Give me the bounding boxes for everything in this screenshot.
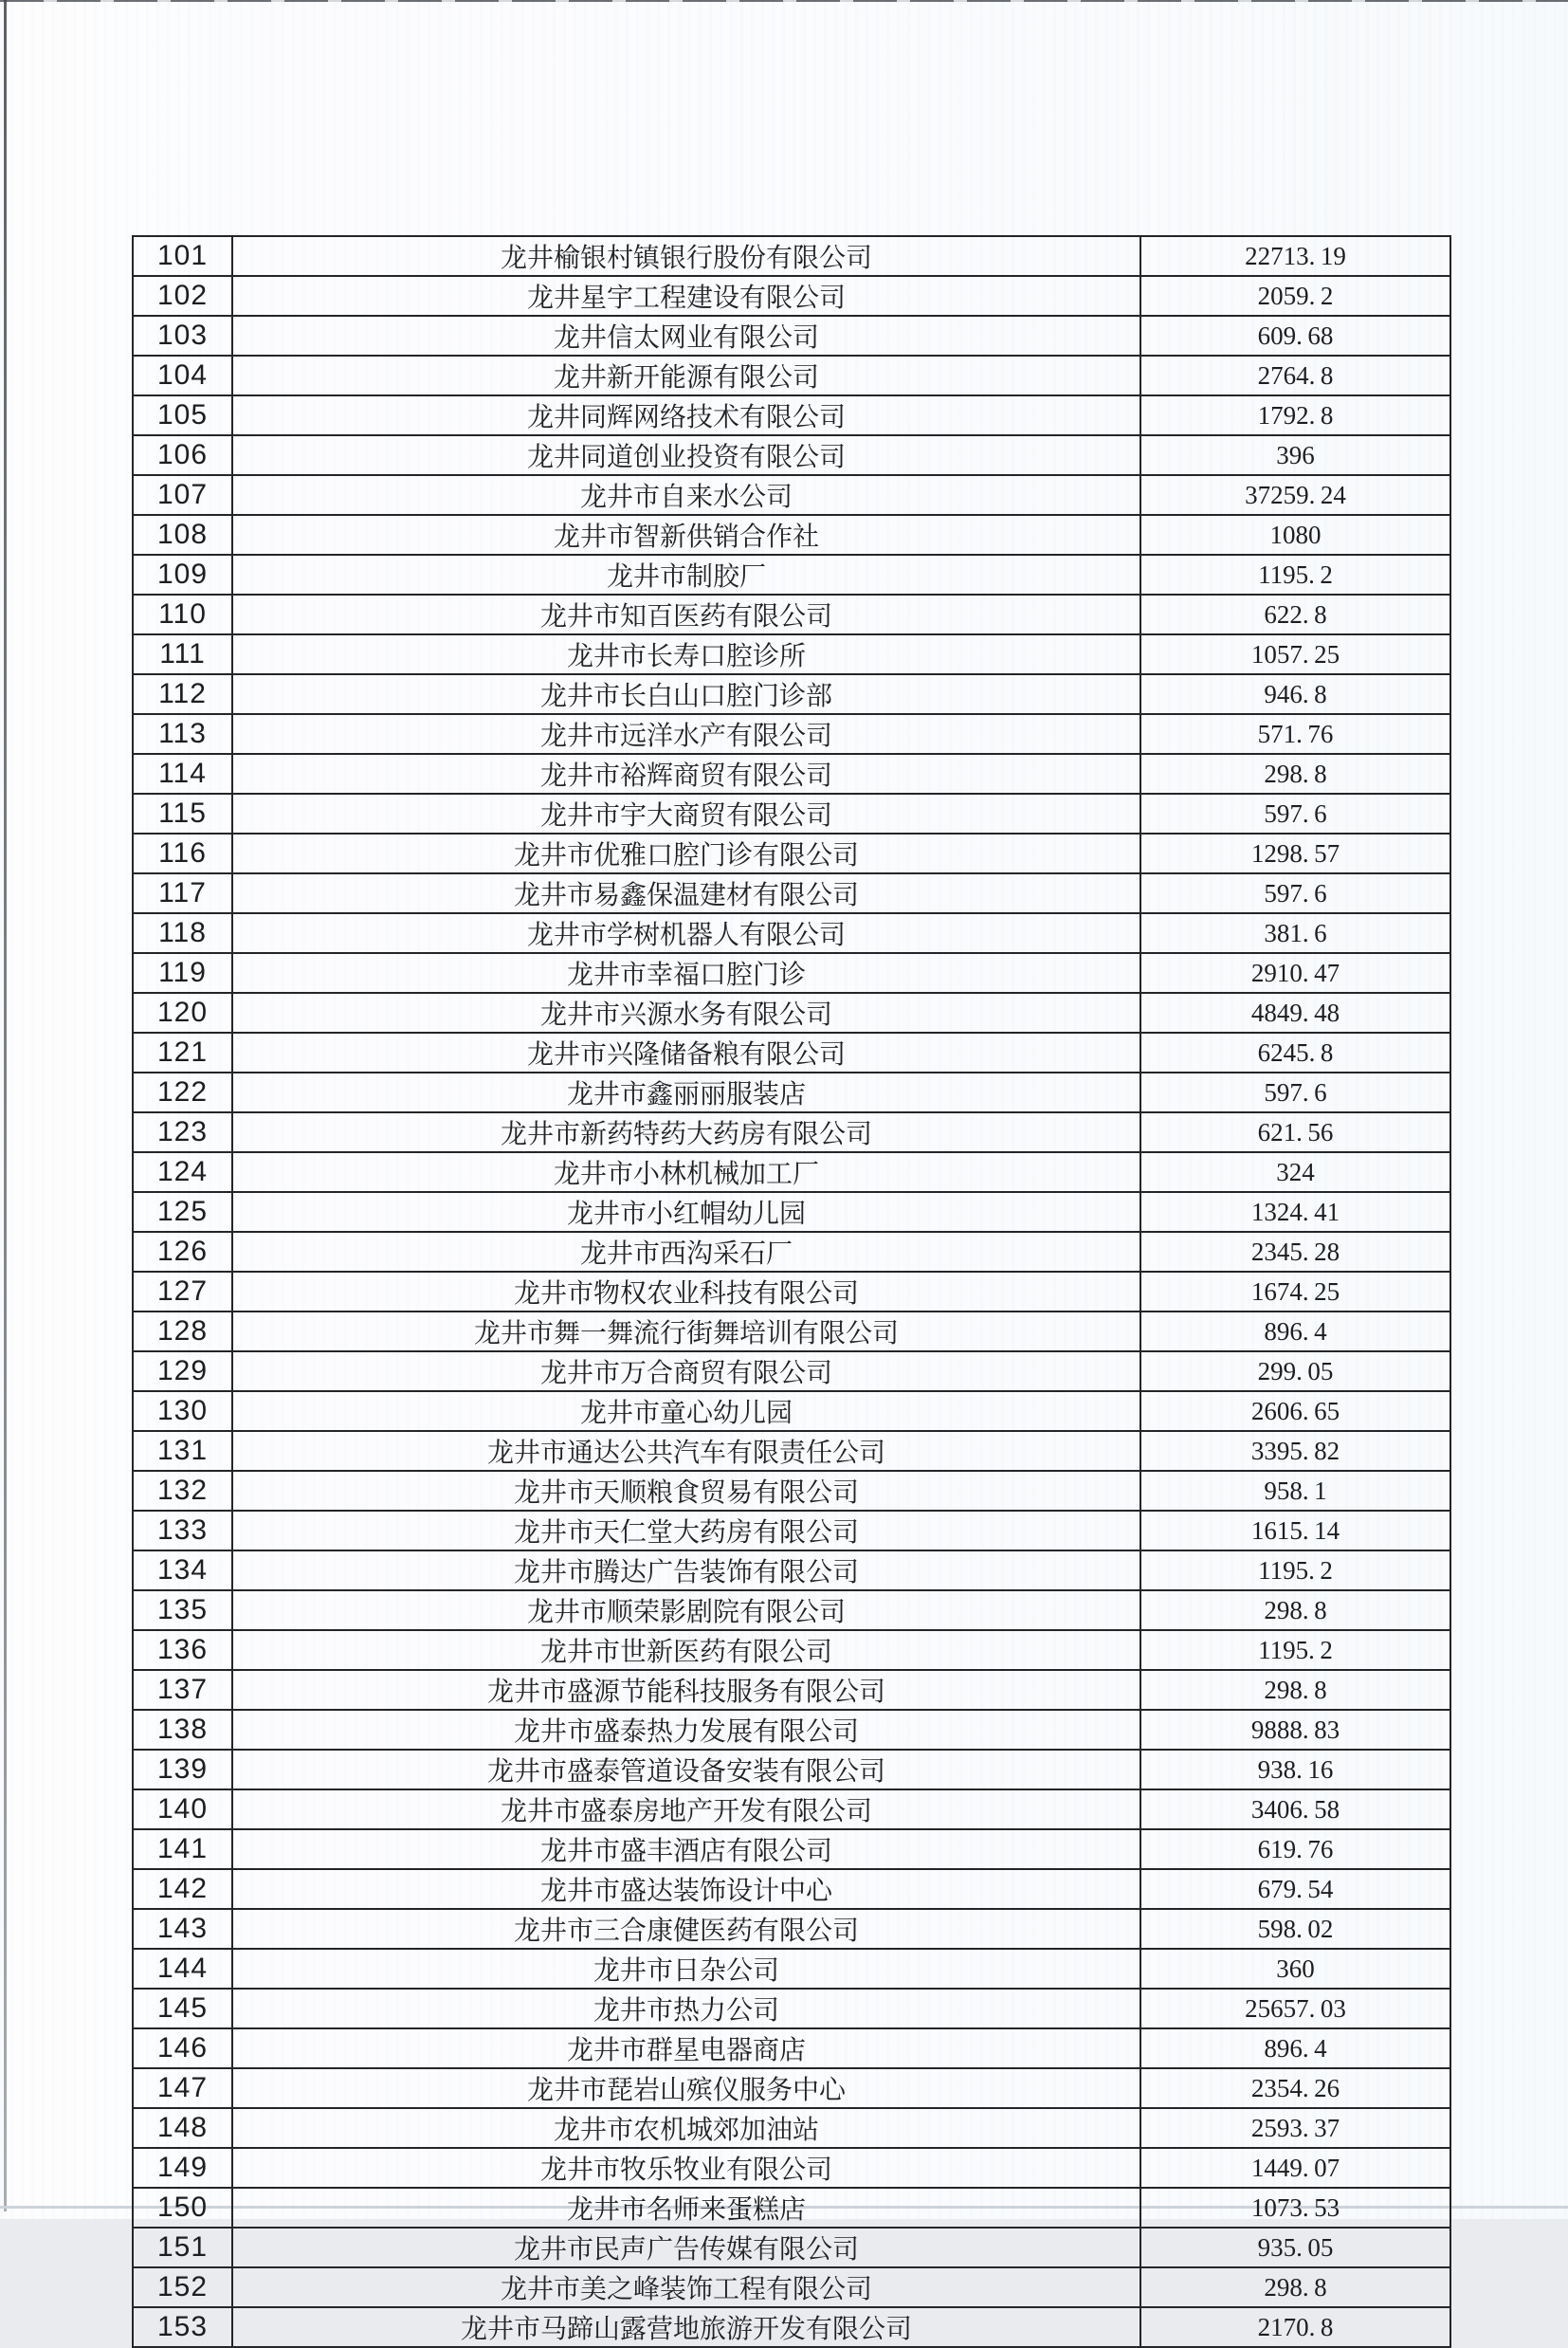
- amount-cell: 4849. 48: [1140, 993, 1450, 1033]
- row-number-cell: 143: [133, 1909, 232, 1949]
- amount-cell: 1792. 8: [1140, 395, 1450, 435]
- company-name-cell: 龙井市长白山口腔门诊部: [232, 674, 1140, 714]
- row-number-cell: 115: [133, 794, 232, 834]
- table-row: [133, 236, 1450, 276]
- table-row: [133, 2108, 1450, 2148]
- row-number-cell: 116: [133, 834, 232, 873]
- company-name-cell: 龙井市优雅口腔门诊有限公司: [232, 834, 1140, 873]
- table-row: [133, 1869, 1450, 1909]
- row-number-cell: 105: [133, 395, 232, 435]
- table-row: [133, 1630, 1450, 1670]
- table-row: [133, 1989, 1450, 2028]
- table-row: [133, 754, 1450, 794]
- company-name-cell: 龙井市长寿口腔诊所: [232, 634, 1140, 674]
- company-name-cell: 龙井市腾达广告装饰有限公司: [232, 1550, 1140, 1590]
- scan-edge-top: [0, 0, 1568, 2]
- amount-cell: 1615. 14: [1140, 1511, 1450, 1550]
- table-row: [133, 2228, 1450, 2267]
- table-row: [133, 834, 1450, 873]
- table-row: [133, 595, 1450, 634]
- amount-cell: 1298. 57: [1140, 834, 1450, 873]
- amount-cell: 298. 8: [1140, 1670, 1450, 1710]
- company-amount-table: [132, 235, 1451, 2348]
- table-row: [133, 2028, 1450, 2068]
- company-name-cell: 龙井市热力公司: [232, 1989, 1140, 2028]
- company-name-cell: 龙井市盛泰热力发展有限公司: [232, 1710, 1140, 1750]
- row-number-cell: 132: [133, 1471, 232, 1511]
- table-row: [133, 475, 1450, 515]
- table-row: [133, 1829, 1450, 1869]
- table-row: [133, 2188, 1450, 2228]
- table-row: [133, 2148, 1450, 2188]
- row-number-cell: 151: [133, 2228, 232, 2267]
- table-row: [133, 1152, 1450, 1192]
- company-name-cell: 龙井市宇大商贸有限公司: [232, 794, 1140, 834]
- row-number-cell: 141: [133, 1829, 232, 1869]
- amount-cell: 2910. 47: [1140, 953, 1450, 993]
- table-row: [133, 1710, 1450, 1750]
- amount-cell: 1674. 25: [1140, 1272, 1450, 1312]
- company-name-cell: 龙井市牧乐牧业有限公司: [232, 2148, 1140, 2188]
- table-row: [133, 356, 1450, 395]
- table-row: [133, 873, 1450, 913]
- company-name-cell: 龙井星宇工程建设有限公司: [232, 276, 1140, 316]
- table-row: [133, 1312, 1450, 1351]
- table-row: [133, 1550, 1450, 1590]
- row-number-cell: 136: [133, 1630, 232, 1670]
- amount-cell: 396: [1140, 435, 1450, 475]
- table-row: [133, 1511, 1450, 1550]
- company-name-cell: 龙井市盛丰酒店有限公司: [232, 1829, 1140, 1869]
- row-number-cell: 121: [133, 1033, 232, 1073]
- amount-cell: 2345. 28: [1140, 1232, 1450, 1272]
- company-name-cell: 龙井市裕辉商贸有限公司: [232, 754, 1140, 794]
- table-row: [133, 555, 1450, 595]
- table-row: [133, 1670, 1450, 1710]
- row-number-cell: 130: [133, 1391, 232, 1431]
- amount-cell: 6245. 8: [1140, 1033, 1450, 1073]
- amount-cell: 1449. 07: [1140, 2148, 1450, 2188]
- amount-cell: 2354. 26: [1140, 2068, 1450, 2108]
- row-number-cell: 101: [133, 236, 232, 276]
- table-row: [133, 435, 1450, 475]
- row-number-cell: 128: [133, 1312, 232, 1351]
- row-number-cell: 123: [133, 1112, 232, 1152]
- amount-cell: 1195. 2: [1140, 1550, 1450, 1590]
- amount-cell: 22713. 19: [1140, 236, 1450, 276]
- amount-cell: 25657. 03: [1140, 1989, 1450, 2028]
- amount-cell: 598. 02: [1140, 1909, 1450, 1949]
- row-number-cell: 102: [133, 276, 232, 316]
- company-name-cell: 龙井市盛泰房地产开发有限公司: [232, 1789, 1140, 1829]
- table-row: [133, 953, 1450, 993]
- table-row: [133, 395, 1450, 435]
- company-name-cell: 龙井新开能源有限公司: [232, 356, 1140, 395]
- amount-cell: 324: [1140, 1152, 1450, 1192]
- company-name-cell: 龙井市民声广告传媒有限公司: [232, 2228, 1140, 2267]
- company-name-cell: 龙井市兴源水务有限公司: [232, 993, 1140, 1033]
- table-row: [133, 794, 1450, 834]
- company-name-cell: 龙井市新药特药大药房有限公司: [232, 1112, 1140, 1152]
- row-number-cell: 117: [133, 873, 232, 913]
- company-name-cell: 龙井榆银村镇银行股份有限公司: [232, 236, 1140, 276]
- amount-cell: 1195. 2: [1140, 555, 1450, 595]
- amount-cell: 37259. 24: [1140, 475, 1450, 515]
- amount-cell: 938. 16: [1140, 1750, 1450, 1789]
- amount-cell: 3395. 82: [1140, 1431, 1450, 1471]
- amount-cell: 298. 8: [1140, 2267, 1450, 2307]
- row-number-cell: 144: [133, 1949, 232, 1989]
- row-number-cell: 134: [133, 1550, 232, 1590]
- company-name-cell: 龙井信太网业有限公司: [232, 316, 1140, 356]
- company-name-cell: 龙井市鑫丽丽服装店: [232, 1073, 1140, 1112]
- row-number-cell: 108: [133, 515, 232, 555]
- row-number-cell: 104: [133, 356, 232, 395]
- row-number-cell: 147: [133, 2068, 232, 2108]
- amount-cell: 2606. 65: [1140, 1391, 1450, 1431]
- row-number-cell: 114: [133, 754, 232, 794]
- row-number-cell: 106: [133, 435, 232, 475]
- row-number-cell: 127: [133, 1272, 232, 1312]
- table-row: [133, 2307, 1450, 2347]
- table-row: [133, 1750, 1450, 1789]
- table-row: [133, 2068, 1450, 2108]
- table-row: [133, 993, 1450, 1033]
- table-row: [133, 913, 1450, 953]
- company-name-cell: 龙井市制胶厂: [232, 555, 1140, 595]
- row-number-cell: 135: [133, 1590, 232, 1630]
- row-number-cell: 122: [133, 1073, 232, 1112]
- amount-cell: 2170. 8: [1140, 2307, 1450, 2347]
- amount-cell: 1073. 53: [1140, 2188, 1450, 2228]
- table-row: [133, 2267, 1450, 2307]
- row-number-cell: 110: [133, 595, 232, 634]
- company-name-cell: 龙井市小林机械加工厂: [232, 1152, 1140, 1192]
- amount-cell: 597. 6: [1140, 794, 1450, 834]
- table-row: [133, 714, 1450, 754]
- row-number-cell: 153: [133, 2307, 232, 2347]
- row-number-cell: 131: [133, 1431, 232, 1471]
- amount-cell: 2059. 2: [1140, 276, 1450, 316]
- amount-cell: 3406. 58: [1140, 1789, 1450, 1829]
- row-number-cell: 125: [133, 1192, 232, 1232]
- table-row: [133, 1232, 1450, 1272]
- row-number-cell: 140: [133, 1789, 232, 1829]
- row-number-cell: 113: [133, 714, 232, 754]
- amount-cell: 679. 54: [1140, 1869, 1450, 1909]
- company-name-cell: 龙井市幸福口腔门诊: [232, 953, 1140, 993]
- amount-cell: 298. 8: [1140, 1590, 1450, 1630]
- row-number-cell: 109: [133, 555, 232, 595]
- amount-cell: 571. 76: [1140, 714, 1450, 754]
- amount-cell: 896. 4: [1140, 2028, 1450, 2068]
- company-name-cell: 龙井市自来水公司: [232, 475, 1140, 515]
- amount-cell: 2764. 8: [1140, 356, 1450, 395]
- company-name-cell: 龙井市兴隆储备粮有限公司: [232, 1033, 1140, 1073]
- company-name-cell: 龙井市西沟采石厂: [232, 1232, 1140, 1272]
- row-number-cell: 103: [133, 316, 232, 356]
- amount-cell: 381. 6: [1140, 913, 1450, 953]
- table-row: [133, 1112, 1450, 1152]
- amount-cell: 958. 1: [1140, 1471, 1450, 1511]
- amount-cell: 935. 05: [1140, 2228, 1450, 2267]
- table-row: [133, 1272, 1450, 1312]
- row-number-cell: 107: [133, 475, 232, 515]
- row-number-cell: 111: [133, 634, 232, 674]
- amount-cell: 2593. 37: [1140, 2108, 1450, 2148]
- amount-cell: 360: [1140, 1949, 1450, 1989]
- amount-cell: 1057. 25: [1140, 634, 1450, 674]
- amount-cell: 298. 8: [1140, 754, 1450, 794]
- row-number-cell: 152: [133, 2267, 232, 2307]
- table-row: [133, 1351, 1450, 1391]
- company-name-cell: 龙井市小红帽幼儿园: [232, 1192, 1140, 1232]
- company-name-cell: 龙井市舞一舞流行街舞培训有限公司: [232, 1312, 1140, 1351]
- amount-cell: 896. 4: [1140, 1312, 1450, 1351]
- table-row: [133, 1391, 1450, 1431]
- company-name-cell: 龙井市农机城郊加油站: [232, 2108, 1140, 2148]
- row-number-cell: 142: [133, 1869, 232, 1909]
- row-number-cell: 119: [133, 953, 232, 993]
- row-number-cell: 145: [133, 1989, 232, 2028]
- table-row: [133, 316, 1450, 356]
- table-row: [133, 1949, 1450, 1989]
- company-name-cell: 龙井市通达公共汽车有限责任公司: [232, 1431, 1140, 1471]
- company-name-cell: 龙井市盛源节能科技服务有限公司: [232, 1670, 1140, 1710]
- table-row: [133, 1431, 1450, 1471]
- company-name-cell: 龙井市马蹄山露营地旅游开发有限公司: [232, 2307, 1140, 2347]
- row-number-cell: 138: [133, 1710, 232, 1750]
- company-name-cell: 龙井市学树机器人有限公司: [232, 913, 1140, 953]
- amount-cell: 622. 8: [1140, 595, 1450, 634]
- amount-cell: 1080: [1140, 515, 1450, 555]
- row-number-cell: 139: [133, 1750, 232, 1789]
- scan-edge-left: [4, 0, 7, 2211]
- company-name-cell: 龙井市日杂公司: [232, 1949, 1140, 1989]
- table-row: [133, 1789, 1450, 1829]
- row-number-cell: 137: [133, 1670, 232, 1710]
- company-name-cell: 龙井市知百医药有限公司: [232, 595, 1140, 634]
- company-name-cell: 龙井市智新供销合作社: [232, 515, 1140, 555]
- amount-cell: 1195. 2: [1140, 1630, 1450, 1670]
- company-name-cell: 龙井市远洋水产有限公司: [232, 714, 1140, 754]
- company-name-cell: 龙井市琵岩山殡仪服务中心: [232, 2068, 1140, 2108]
- table-row: [133, 1192, 1450, 1232]
- table-body: [133, 236, 1450, 2347]
- company-name-cell: 龙井市美之峰装饰工程有限公司: [232, 2267, 1140, 2307]
- amount-cell: 946. 8: [1140, 674, 1450, 714]
- row-number-cell: 150: [133, 2188, 232, 2228]
- amount-cell: 597. 6: [1140, 1073, 1450, 1112]
- row-number-cell: 120: [133, 993, 232, 1033]
- table-row: [133, 276, 1450, 316]
- company-name-cell: 龙井市物权农业科技有限公司: [232, 1272, 1140, 1312]
- table-row: [133, 1073, 1450, 1112]
- company-name-cell: 龙井市三合康健医药有限公司: [232, 1909, 1140, 1949]
- row-number-cell: 129: [133, 1351, 232, 1391]
- amount-cell: 621. 56: [1140, 1112, 1450, 1152]
- table-row: [133, 674, 1450, 714]
- company-name-cell: 龙井市童心幼儿园: [232, 1391, 1140, 1431]
- row-number-cell: 118: [133, 913, 232, 953]
- row-number-cell: 126: [133, 1232, 232, 1272]
- company-name-cell: 龙井同道创业投资有限公司: [232, 435, 1140, 475]
- company-name-cell: 龙井市名师来蛋糕店: [232, 2188, 1140, 2228]
- table-row: [133, 634, 1450, 674]
- row-number-cell: 133: [133, 1511, 232, 1550]
- company-name-cell: 龙井市天仁堂大药房有限公司: [232, 1511, 1140, 1550]
- company-name-cell: 龙井市顺荣影剧院有限公司: [232, 1590, 1140, 1630]
- company-name-cell: 龙井同辉网络技术有限公司: [232, 395, 1140, 435]
- amount-cell: 9888. 83: [1140, 1710, 1450, 1750]
- company-name-cell: 龙井市盛达装饰设计中心: [232, 1869, 1140, 1909]
- table-row: [133, 1909, 1450, 1949]
- amount-cell: 609. 68: [1140, 316, 1450, 356]
- table-row: [133, 1590, 1450, 1630]
- company-name-cell: 龙井市万合商贸有限公司: [232, 1351, 1140, 1391]
- company-name-cell: 龙井市世新医药有限公司: [232, 1630, 1140, 1670]
- row-number-cell: 112: [133, 674, 232, 714]
- row-number-cell: 146: [133, 2028, 232, 2068]
- company-name-cell: 龙井市天顺粮食贸易有限公司: [232, 1471, 1140, 1511]
- amount-cell: 619. 76: [1140, 1829, 1450, 1869]
- row-number-cell: 148: [133, 2108, 232, 2148]
- row-number-cell: 149: [133, 2148, 232, 2188]
- table-row: [133, 1033, 1450, 1073]
- company-name-cell: 龙井市盛泰管道设备安装有限公司: [232, 1750, 1140, 1789]
- row-number-cell: 124: [133, 1152, 232, 1192]
- table-row: [133, 515, 1450, 555]
- amount-cell: 1324. 41: [1140, 1192, 1450, 1232]
- table-row: [133, 1471, 1450, 1511]
- company-name-cell: 龙井市群星电器商店: [232, 2028, 1140, 2068]
- amount-cell: 299. 05: [1140, 1351, 1450, 1391]
- company-name-cell: 龙井市易鑫保温建材有限公司: [232, 873, 1140, 913]
- amount-cell: 597. 6: [1140, 873, 1450, 913]
